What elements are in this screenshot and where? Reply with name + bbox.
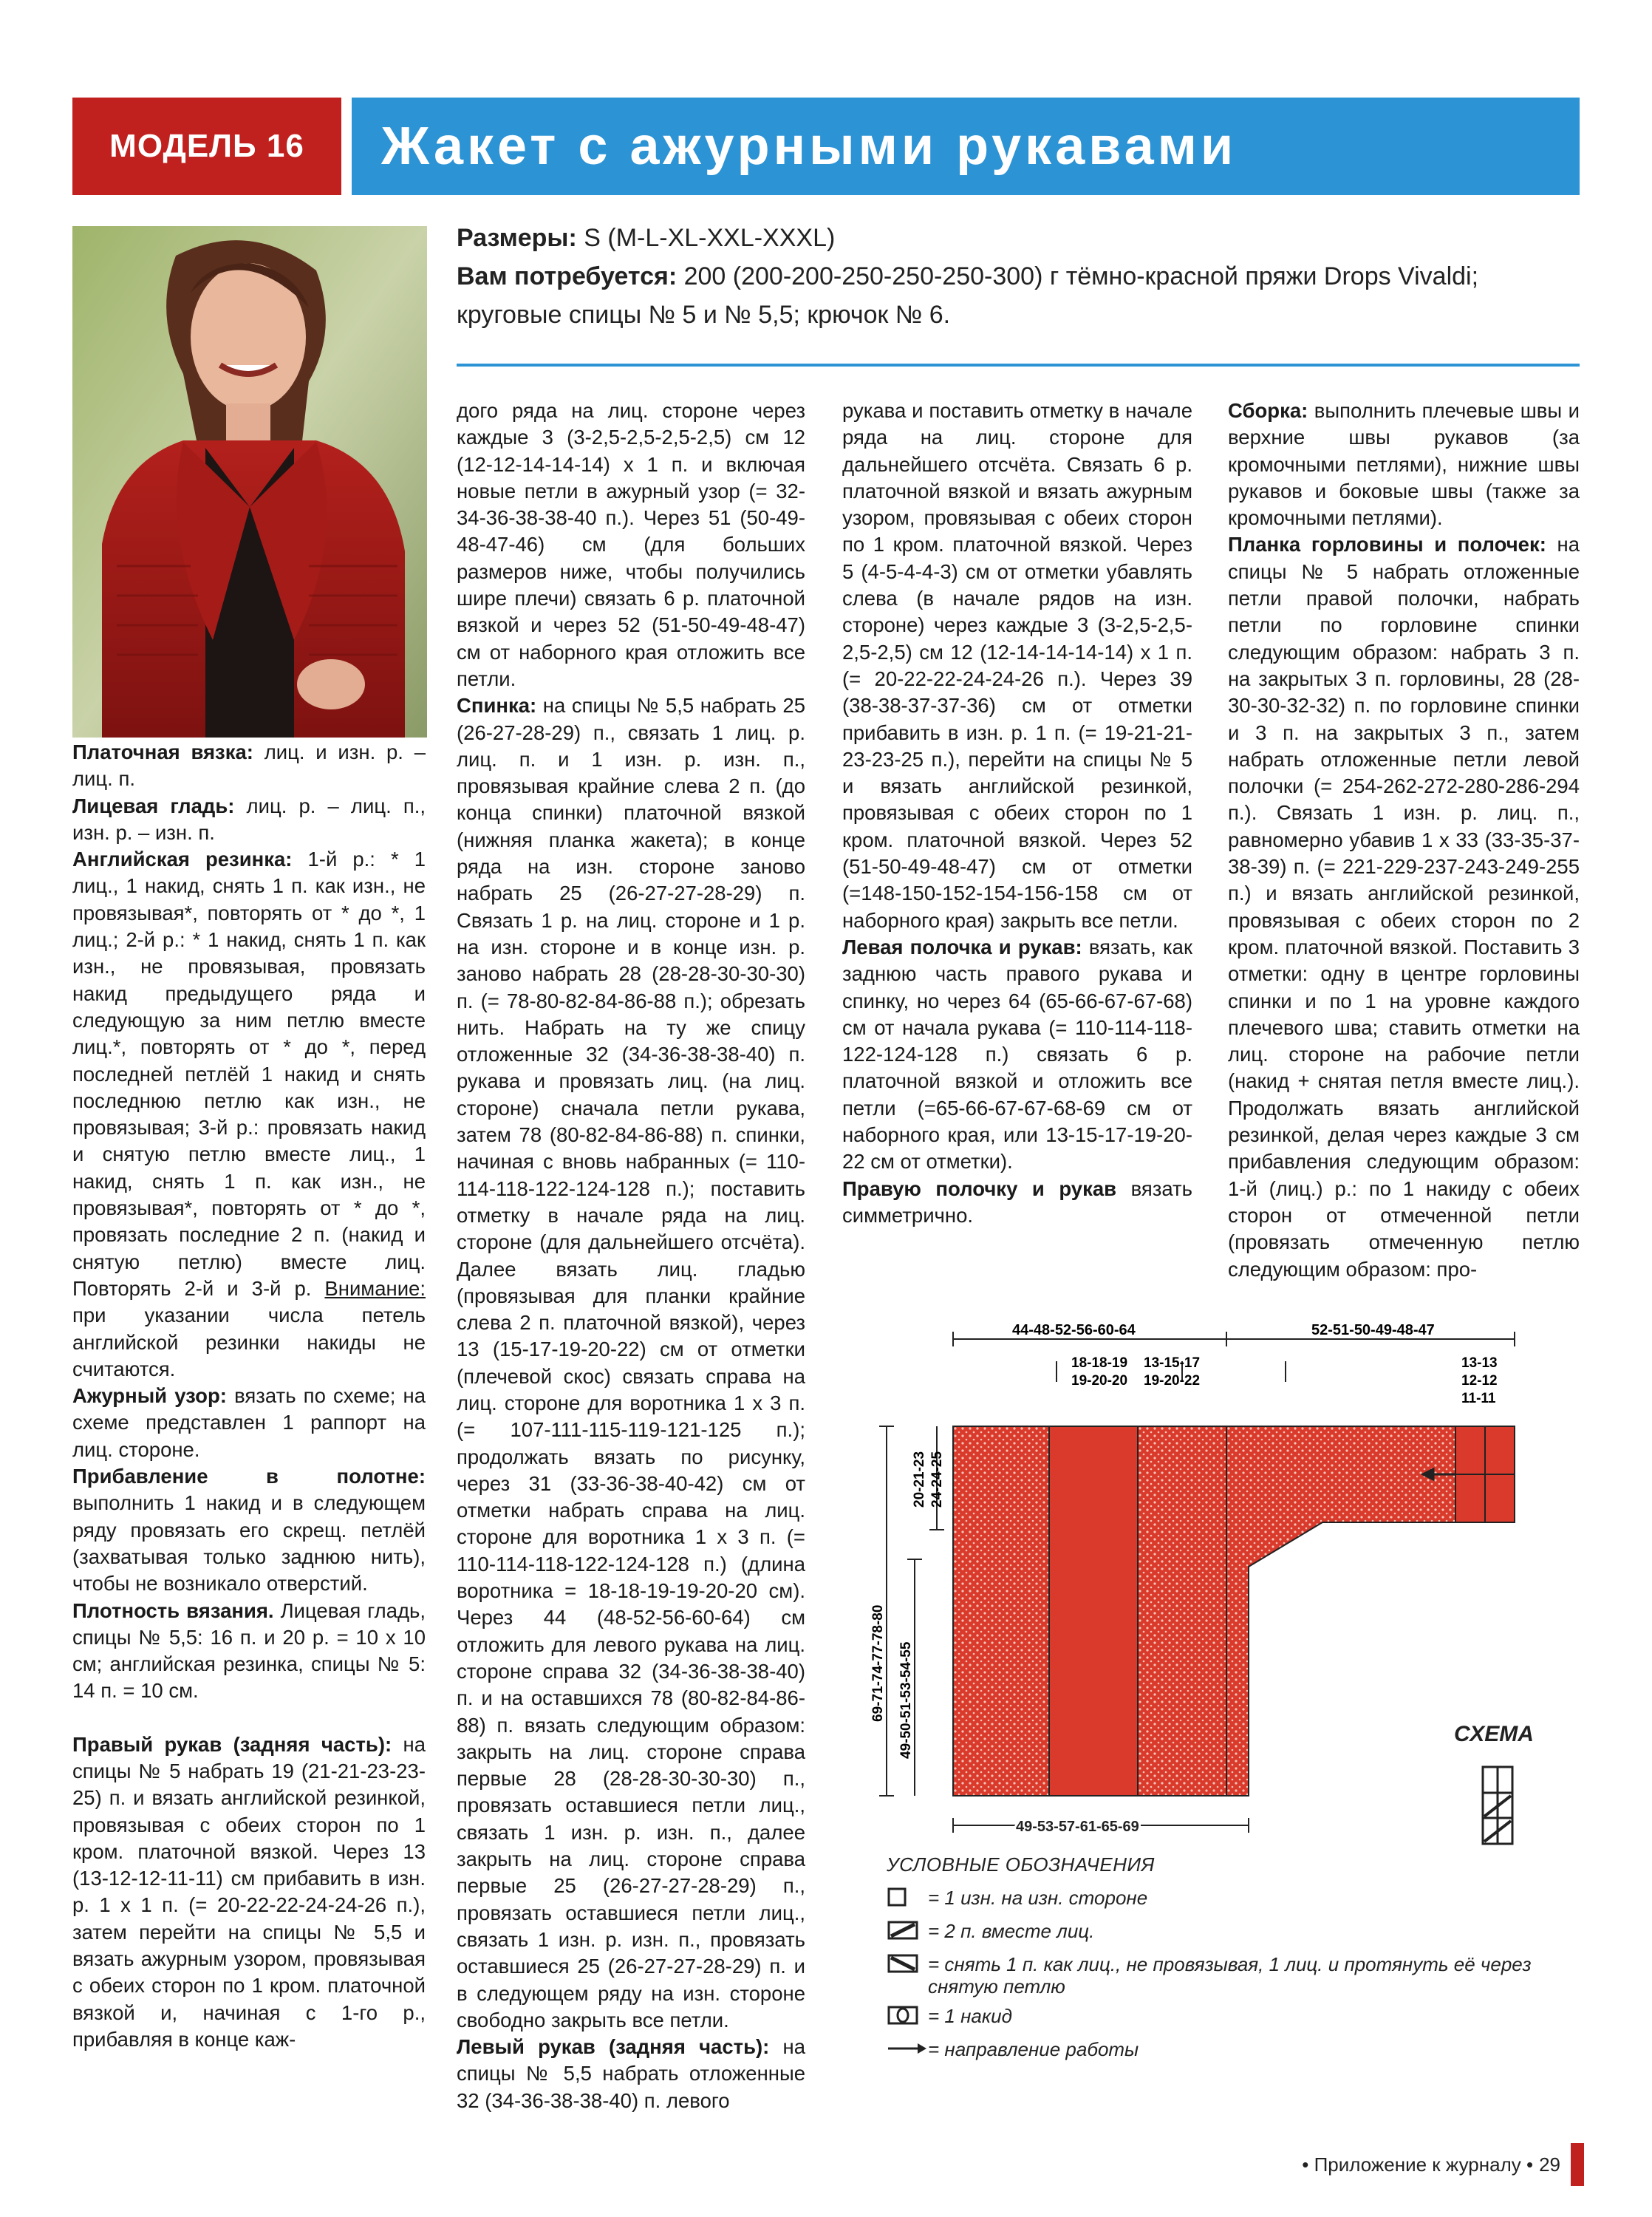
sub-dim-c1: 13-13 (1461, 1355, 1498, 1371)
legend-item: = снять 1 п. как лиц., не провязывая, 1 лиц. и протянуть её через снятую петлю (887, 1953, 1552, 1998)
sub-dim-b2: 19-20-22 (1144, 1373, 1201, 1389)
purl-symbol-icon (887, 1887, 907, 1907)
top-dim-right: 52-51-50-49-48-47 (1311, 1322, 1435, 1338)
paragraph: Правый рукав (задняя часть): на спицы № 5 набрать 19 (21-21-23-23-25) п. и вязать английской резинкой, провязывая с обеих сторон по 1 кром. платочной вязкой. Через 13 (13-12-12-11-11) см прибавить в изн. р. 1 х 1 п. (= 20-22-22-24-24-26 п.), затем перейти на спицы № 5,5 и вязать ажурным узором, провязывая с обеих сторон по 1 кром. платочной вязкой и, начиная с 1-го р., прибавляя в конце каж- (72, 1732, 426, 2051)
bottom-dim: 49-53-57-61-65-69 (1016, 1819, 1139, 1835)
text-column-2 (457, 398, 805, 2114)
paragraph: Спинка: на спицы № 5,5 набрать 25 (26-27-28-29) п., связать 1 лиц. р. лиц. п. и 1 изн. р. изн. п., провязывая крайние слева 2 п. (до конца спинки) платочной вязкой (нижняя планка жакета); в конце ряда на изн. стороне заново набрать 25 (26-27-27-28-29) п. Связать 1 р. на лиц. стороне и 1 р. на изн. стороне и в конце изн. р. заново набрать 28 (28-28-30-30-30) п. (= 78-80-82-84-86-88 п.); обрезать нить. Набрать на ту же спицу отложенные 32 (34-36-38-38-40) п. рукава и провязать лиц. (на лиц. стороне) сначала петли рукава, затем 78 (80-82-84-86-88) п. спинки, начиная с вновь набранных (= 110-114-118-122-124-128 п.); поставить отметку в начале ряда на лиц. стороне (для дальнейшего отсчёта). Далее вязать лиц. гладью (провязывая для планки крайние слева 2 п. платочной вязкой), через 13 (15-17-19-20-22) см от отметки (плечевой скос) связать справа на лиц. стороне для воротника 1 х 3 п. (= 107-111-115-119-121-125 п.); продолжать вязать по рисунку, через 31 (33-36-38-40-42) см от отметки набрать справа на лиц. стороне для воротника 1 х 3 п. (= 110-114-118-122-124-128 п.) (длина воротника = 18-18-19-19-20-20 см). Через 44 (48-52-56-60-64) см отложить для левого рукава на лиц. стороне справа 32 (34-36-38-38-40) п. и на оставшихся 78 (80-82-84-86-88) п. вязать следующим образом: закрыть на лиц. стороне справа первые 28 (28-28-30-30-30) п., провязать оставшиеся петли лиц., связать 1 изн. р. изн. п., далее закрыть на лиц. стороне справа первые 25 (26-27-27-28-29) п., провязать оставшиеся петли лиц., связать 1 изн. р. изн. п., провязать оставшиеся 25 (26-27-27-28-29) п. и в следующем ряду на изн. стороне свободно закрыть все петли. (457, 694, 805, 2032)
intro-block (457, 219, 1580, 334)
legend-item: = 1 накид (887, 2005, 1552, 2031)
sub-dim-a1: 18-18-19 (1071, 1355, 1128, 1371)
paragraph: Английская резинка: 1-й р.: * 1 лиц., 1 накид, снять 1 п. как изн., не провязывая*, повторять от * до *, 1 лиц.; 2-й р.: * 1 накид, снять 1 п. как изн., не провязывая, провязать накид предыдущего ряда и следующую за ним петлю вместе лиц.*, повторять от * до *, перед последней петлёй 1 накид и снять последнюю петлю как изн., не провязывая; 3-й р.: провязать накид и снятую петлю вместе лиц., 1 накид, снять 1 п. как изн., не провязывая*, повторять от * до *, провязать последние 2 п. (накид и снятую петлю) вместе лиц. Повторять 2-й и 3-й р. Внимание: при указании числа петель английской резинки накиды не считаются. (72, 848, 426, 1380)
paragraph: Ажурный узор: вязать по схеме; на схеме представлен 1 раппорт на лиц. стороне. (72, 1384, 426, 1461)
paragraph: Прибавление в полотне: выполнить 1 накид и в следующем ряду провязать его скрещ. петлёй (захватывая только заднюю нить), чтобы не возникало отверстий. (72, 1465, 426, 1596)
paragraph: Планка горловины и полочек: на спицы № 5 набрать отложенные петли правой полочки, набрать петли по горловине спинки следующим образом: набрать 3 п. на закрытых 3 п. горловины, 28 (28-30-30-32-32) п. по горловине спинки и 3 п. на закрытых 3 п., затем набрать отложенные петли левой полочки (= 254-262-272-280-286-294 п.). Связать 1 изн. р. лиц. п., равномерно убавив 1 х 33 (33-35-37-38-39) п. (= 221-229-237-243-249-255 п.) и вязать английской резинкой, провязывая с обеих сторон по 2 кром. платочной вязкой. Поставить 3 отметки: одну в центре горловины спинки и по 1 на уровне каждого плечевого шва; ставить отметки на лиц. стороне на рабочие петли (накид + снятая петля вместе лиц.). Продолжать вязать английской резинкой, делая через каждые 3 см прибавления следующим образом: 1-й (лиц.) р.: по 1 накиду с обеих сторон от отмеченной петли (провязать отмеченную петлю следующим образом: про- (1228, 533, 1580, 1281)
sub-dim-b1: 13-15-17 (1144, 1355, 1201, 1371)
top-dim-left: 44-48-52-56-60-64 (1012, 1322, 1136, 1338)
scheme-sleeve-left (953, 1426, 1049, 1796)
stitch-chart-icon (1481, 1765, 1515, 1846)
sizes-line: Размеры: S (M-L-XL-XXL-XXXL) (457, 224, 836, 252)
schema-label: СХЕМА (1454, 1722, 1534, 1746)
arrow-right-icon (887, 2038, 928, 2059)
text-column-1 (72, 739, 426, 2053)
woman-in-jacket-image (72, 226, 427, 738)
page-number: 29 (1539, 2153, 1560, 2176)
sub-dim-c2: 12-12 (1461, 1373, 1498, 1389)
materials-line: Вам потребуется: 200 (200-200-250-250-250-300) г тёмно-красной пряжи Drops Vivaldi; круговые спицы № 5 и № 5,5; крючок № 6. (457, 262, 1479, 329)
paragraph: Лицевая гладь: лиц. р. – лиц. п., изн. р. – изн. п. (72, 794, 426, 844)
left-dim-outer: 69-71-74-77-78-80 (870, 1604, 886, 1722)
paragraph: дого ряда на лиц. стороне через каждые 3 (3-2,5-2,5-2,5-2,5) см 12 (12-12-14-14-14) х 1 п. и включая новые петли в ажурный узор (= 32-34-36-38-38-40 п.). Через 51 (50-49-48-47-46) см (для больших размеров ниже, чтобы получились шире плечи) связать 6 р. платочной вязкой и через 52 (51-50-49-48-47) см от наборного края отложить все петли. (457, 399, 805, 690)
legend (887, 1853, 1552, 2071)
paragraph: Правую полочку и рукав вязать симметрично. (842, 1176, 1192, 1227)
paragraph: Левый рукав (задняя часть): на спицы № 5,5 набрать отложенные 32 (34-36-38-38-40) п. левого (457, 2035, 805, 2112)
text-column-3 (842, 398, 1192, 1229)
legend-item: = 2 п. вместе лиц. (887, 1920, 1552, 1946)
sub-dim-c3: 11-11 (1461, 1391, 1496, 1406)
text-column-4 (1228, 398, 1580, 1283)
paragraph: Сборка: выполнить плечевые швы и верхние швы рукавов (за кромочными петлями), нижние швы рукавов и боковые швы (также за кромочными петлями). (1228, 399, 1580, 530)
left-dim-inner: 49-50-51-53-54-55 (898, 1641, 914, 1759)
paragraph: Плотность вязания. Лицевая гладь, спицы № 5,5: 16 п. и 20 р. = 10 х 10 см; английская резинка, спицы № 5: 14 п. = 10 см. (72, 1598, 426, 1703)
page-footer (1302, 2143, 1584, 2186)
legend-title: УСЛОВНЫЕ ОБОЗНАЧЕНИЯ (887, 1853, 1155, 1876)
yarn-over-symbol-icon (887, 2005, 919, 2026)
legend-item: = 1 изн. на изн. стороне (887, 1887, 1552, 1913)
footer-text: • Приложение к журналу • (1302, 2153, 1534, 2176)
blue-divider (457, 364, 1580, 367)
left-dim-top1: 20-21-23 (912, 1451, 927, 1508)
scheme-back-panel (1049, 1426, 1138, 1796)
k2tog-symbol-icon (887, 1920, 919, 1941)
page-title: Жакет с ажурными рукавами (352, 98, 1580, 195)
paragraph: Платочная вязка: лиц. и изн. р. – лиц. п. (72, 740, 426, 791)
model-photo (72, 226, 427, 738)
model-label: МОДЕЛЬ 16 (72, 98, 341, 195)
scheme-front-panel (1138, 1426, 1226, 1796)
sub-dim-a2: 19-20-20 (1071, 1373, 1128, 1389)
paragraph: рукава и поставить отметку в начале ряда на лиц. стороне для дальнейшего отсчёта. Связать 6 р. платочной вязкой и вязать ажурным узором, провязывая с обеих сторон по 1 кром. платочной вязкой. Через 5 (4-5-4-4-3) см от отметки убавлять слева (в начале рядов на изн. стороне) через каждые 3 (3-2,5-2,5-2,5-2,5) см 12 (12-14-14-14-14) х 1 п. (= 20-22-22-24-24-26 п.). Через 39 (38-38-37-37-36) см от отметки прибавить в изн. р. 1 п. (= 19-21-21-23-23-25 п.), перейти на спицы № 5 и вязать английской резинкой, провязывая с обеих сторон по 1 кром. платочной вязкой. Через 52 (51-50-49-48-47) см от отметки (=148-150-152-154-156-158 см от наборного края) закрыть все петли. (842, 399, 1192, 932)
footer-bar (1571, 2143, 1584, 2186)
legend-item: = направление работы (887, 2038, 1552, 2064)
left-dim-top2: 24-24-25 (929, 1451, 945, 1508)
ssk-symbol-icon (887, 1953, 919, 1974)
paragraph: Левая полочка и рукав: вязать, как заднюю часть правого рукава и спинку, но через 64 (65-66-67-67-68) см от начала рукава (= 110-114-118-122-124-128 п.) связать 6 р. платочной вязкой и отложить все петли (=65-66-67-67-68-69 см от наборного края, или 13-15-17-19-20-22 см от отметки). (842, 935, 1192, 1174)
attention-note: Внимание: (324, 1276, 426, 1300)
